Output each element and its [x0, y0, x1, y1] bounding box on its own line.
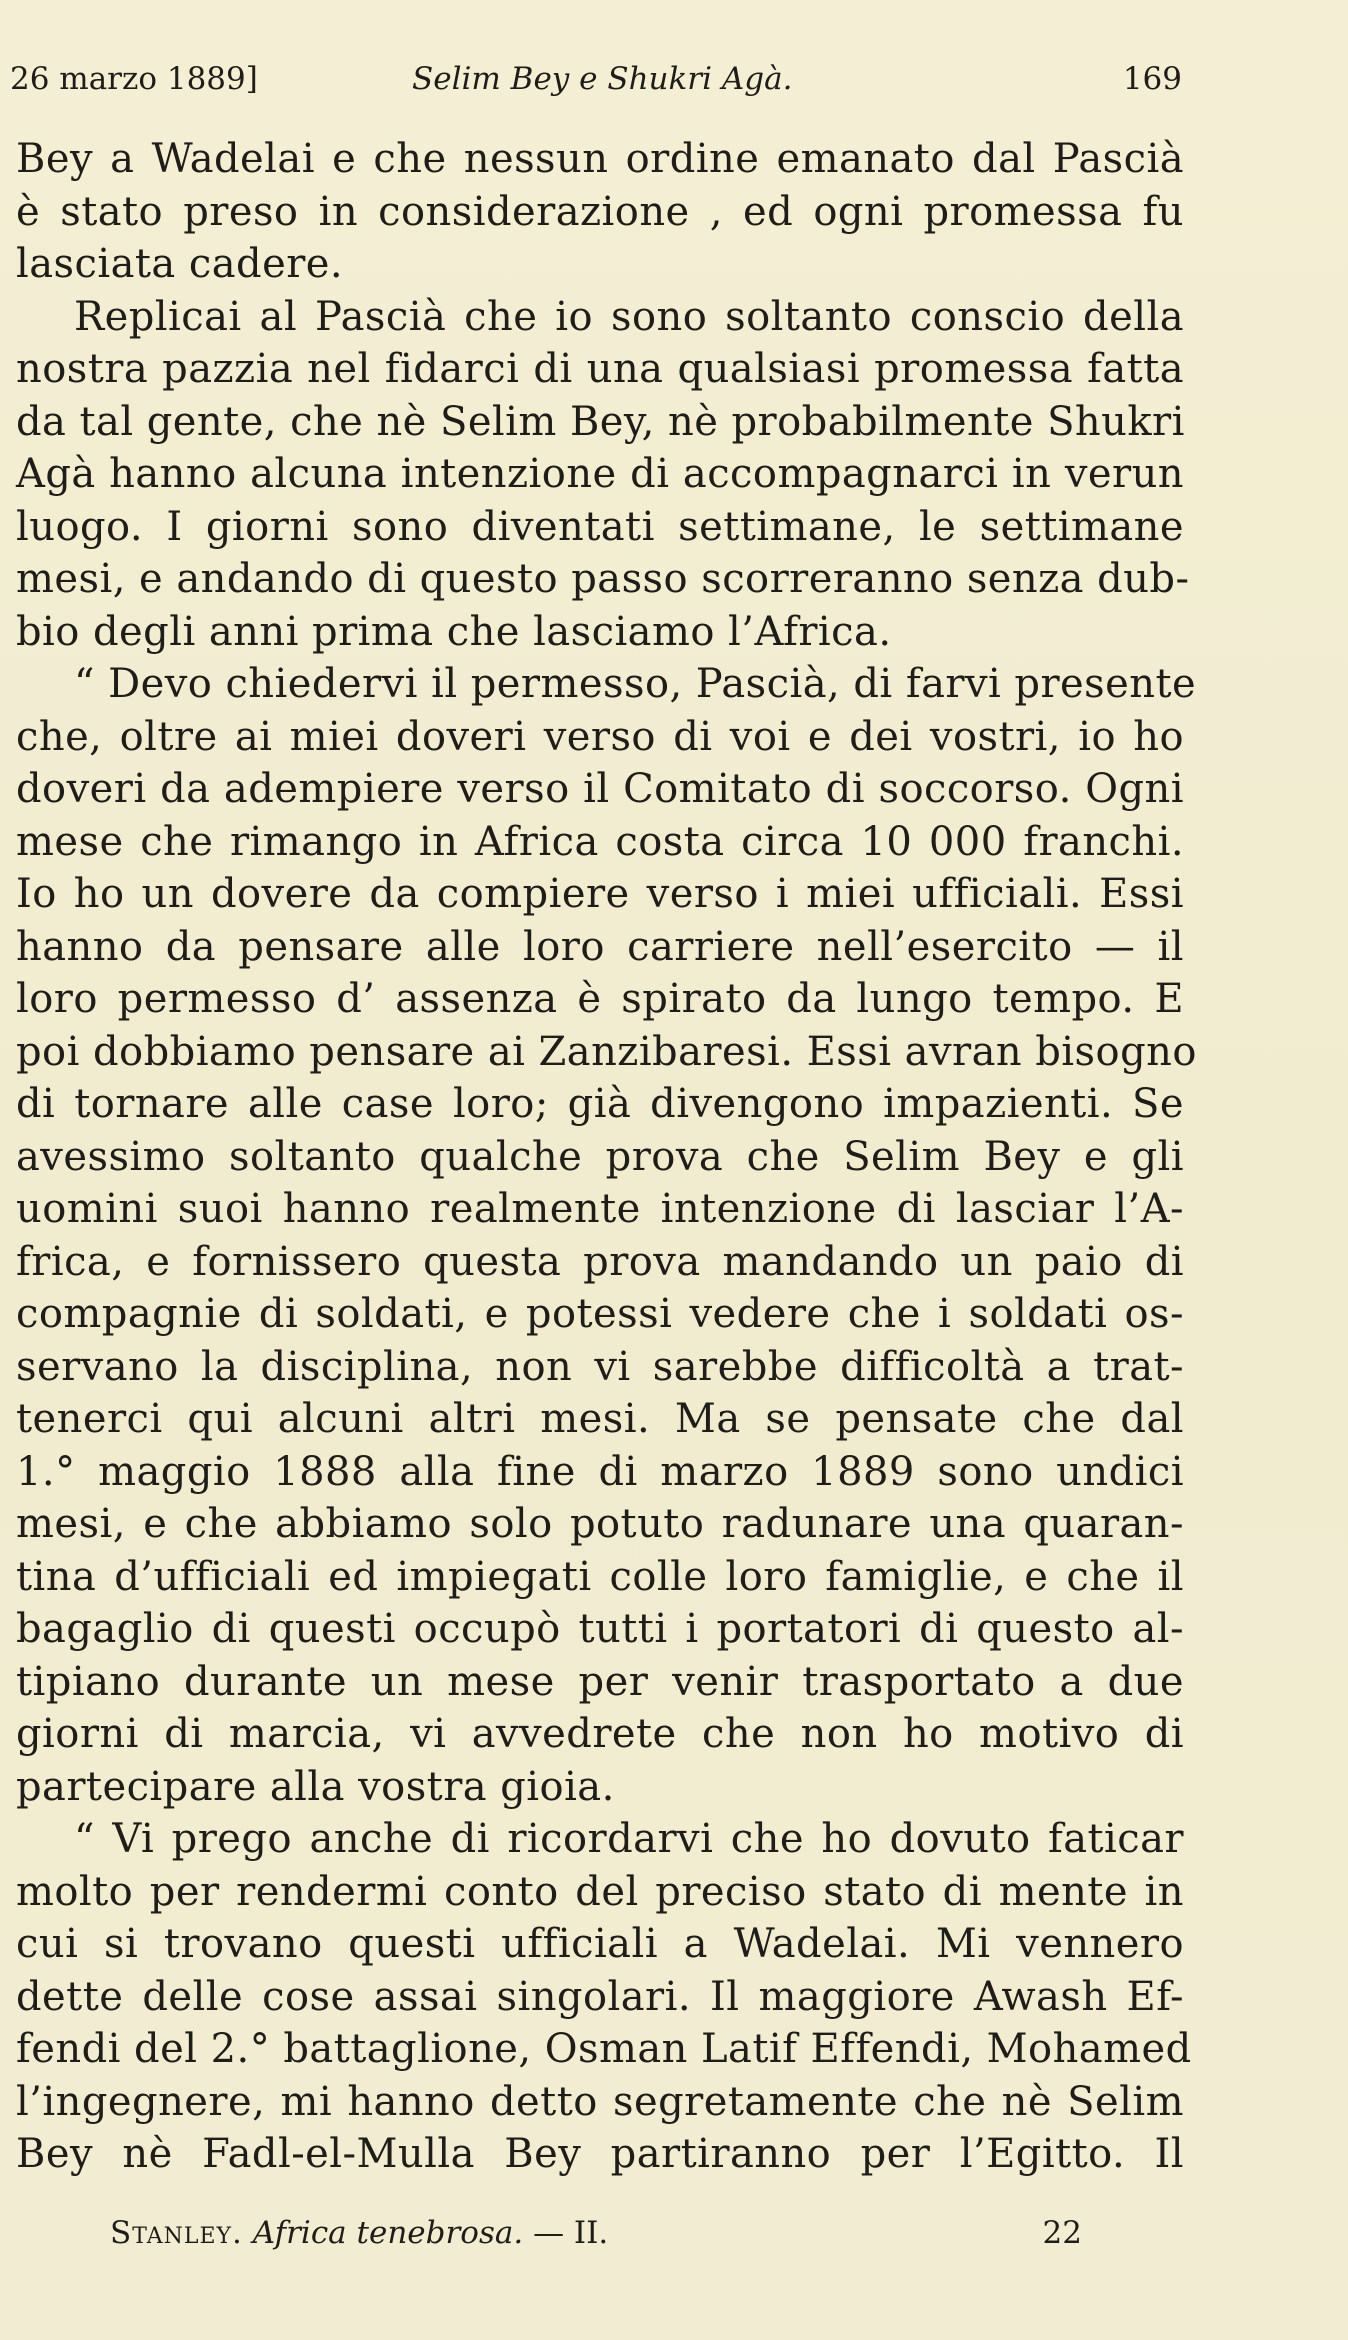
text-line: dette delle cose assai singolari. Il maggiore Awash Ef-	[16, 1973, 1184, 2020]
text-line: di tornare alle case loro; già divengono impazienti. Se	[16, 1081, 1184, 1127]
text-line: luogo. I giorni sono diventati settimane, le settimane	[16, 503, 1184, 550]
text-line: tina d’ufficiali ed impiegati colle loro famiglie, e che il	[16, 1553, 1184, 1600]
header-date: 26 marzo 1889]	[10, 61, 258, 97]
footer-signature-mark: 22	[1042, 2215, 1082, 2251]
text-line: tipiano durante un mese per venir trasportato a due	[16, 1658, 1184, 1705]
text-line: 1.° maggio 1888 alla fine di marzo 1889 sono undici	[16, 1448, 1184, 1495]
text-line: “ Devo chiedervi il permesso, Pascià, di farvi presente	[74, 661, 1197, 707]
text-line: Io ho un dovere da compiere verso i miei ufficiali. Essi	[16, 871, 1184, 917]
text-line: loro permesso d’ assenza è spirato da lungo tempo. E	[16, 976, 1184, 1022]
text-line: molto per rendermi conto del preciso stato di mente in	[16, 1868, 1184, 1915]
text-line: Bey a Wadelai e che nessun ordine emanato dal Pascià	[16, 136, 1184, 182]
text-line: frica, e fornissero questa prova mandando un paio di	[16, 1238, 1184, 1285]
body-text	[16, 133, 1197, 2181]
text-line: giorni di marcia, vi avvedrete che non ho motivo di	[16, 1711, 1184, 1757]
text-line: uomini suoi hanno realmente intenzione di lasciar l’A-	[16, 1186, 1184, 1232]
text-line: partecipare alla vostra gioia.	[16, 1763, 615, 1810]
text-line: Replicai al Pascià che io sono soltanto conscio della	[74, 293, 1184, 340]
footer-volume: — II.	[533, 2215, 609, 2251]
footer-title: Africa tenebrosa.	[252, 2215, 524, 2251]
text-line: Agà hanno alcuna intenzione di accompagnarci in verun	[16, 451, 1184, 497]
text-line: bagaglio di questi occupò tutti i portatori di questo al-	[16, 1606, 1184, 1652]
text-line: mesi, e andando di questo passo scorreranno senza dub-	[16, 556, 1190, 602]
text-line: hanno da pensare alle loro carriere nell’esercito — il	[16, 923, 1184, 970]
text-line: mesi, e che abbiamo solo potuto radunare una quaran-	[16, 1501, 1184, 1547]
text-line: l’ingegnere, mi hanno detto segretamente che nè Selim	[16, 2078, 1184, 2125]
text-line: compagnie di soldati, e potessi vedere che i soldati os-	[16, 1291, 1184, 1337]
header-page-number: 169	[1122, 61, 1182, 97]
text-line: che, oltre ai miei doveri verso di voi e dei vostri, io ho	[16, 713, 1184, 760]
footer-author: Stanley.	[110, 2215, 243, 2251]
text-line: lasciata cadere.	[16, 241, 344, 287]
footer-citation	[110, 2213, 608, 2253]
text-line: nostra pazzia nel fidarci di una qualsiasi promessa fatta	[16, 346, 1184, 392]
text-line: doveri da adempiere verso il Comitato di soccorso. Ogni	[16, 766, 1184, 812]
text-line: Bey nè Fadl-el-Mulla Bey partiranno per l’Egitto. Il	[16, 2131, 1184, 2177]
text-line: bio degli anni prima che lasciamo l’Africa.	[16, 608, 892, 655]
footer-signature-line	[110, 2213, 1082, 2253]
text-line: poi dobbiamo pensare ai Zanzibaresi. Essi avran bisogno	[16, 1028, 1197, 1075]
text-line: avessimo soltanto qualche prova che Selim Bey e gli	[16, 1133, 1184, 1180]
text-line: fendi del 2.° battaglione, Osman Latif Effendi, Mohamed	[16, 2026, 1192, 2072]
text-line: cui si trovano questi ufficiali a Wadelai. Mi vennero	[16, 1921, 1184, 1967]
text-line: è stato preso in considerazione , ed ogni promessa fu	[16, 188, 1184, 235]
running-header	[10, 58, 1182, 100]
header-running-title: Selim Bey e Shukri Agà.	[412, 61, 793, 97]
text-line: servano la disciplina, non vi sarebbe difficoltà a trat-	[16, 1343, 1184, 1390]
text-line: tenerci qui alcuni altri mesi. Ma se pensate che dal	[16, 1396, 1184, 1442]
text-line: “ Vi prego anche di ricordarvi che ho dovuto faticar	[74, 1816, 1184, 1862]
text-line: da tal gente, che nè Selim Bey, nè probabilmente Shukri	[16, 398, 1185, 445]
text-line: mese che rimango in Africa costa circa 10 000 franchi.	[16, 818, 1184, 865]
